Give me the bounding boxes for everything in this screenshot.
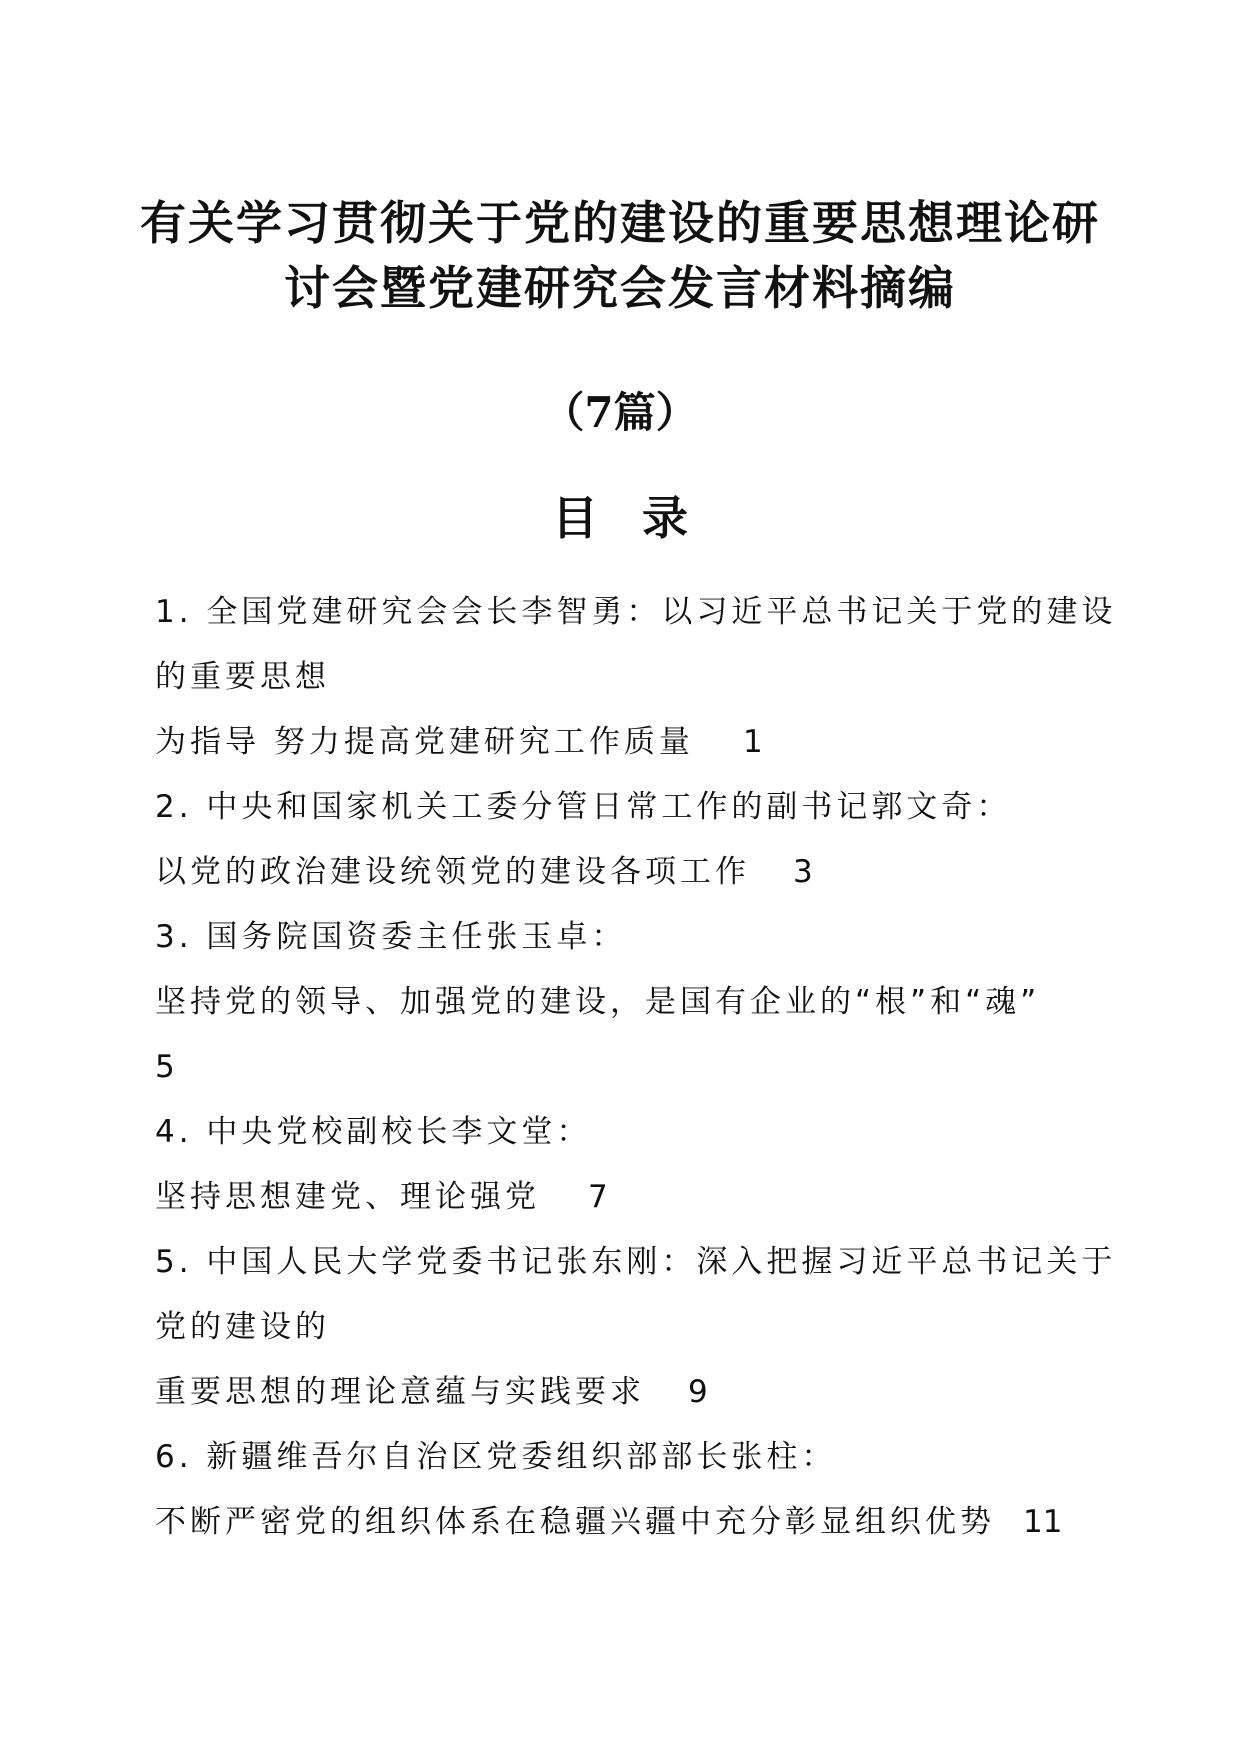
- toc-entry-1-line-1[interactable]: 1. 全国党建研究会会长李智勇：以习近平总书记关于党的建设: [155, 594, 1117, 630]
- toc-heading: 目录: [552, 491, 732, 545]
- toc-entry-2-line-2[interactable]: [155, 846, 1100, 898]
- toc-entry-4-text: 坚持思想建党、理论强党: [155, 1179, 540, 1215]
- toc-entry-3-line-2[interactable]: 坚持党的领导、加强党的建设，是国有企业的“根”和“魂”: [155, 984, 1041, 1020]
- toc-entry-1-line-2[interactable]: 的重要思想: [155, 659, 330, 695]
- toc-entry-4-line-1[interactable]: 4. 中央党校副校长李文堂：: [155, 1114, 592, 1150]
- toc-entry-1-page-number: 1: [743, 724, 763, 760]
- toc-entry-2-line-1[interactable]: 2. 中央和国家机关工委分管日常工作的副书记郭文奇：: [155, 789, 1012, 825]
- toc-entry-3-line-3[interactable]: [155, 1041, 1100, 1093]
- article-count: （7篇）: [542, 388, 698, 437]
- toc-entry-5-line-1[interactable]: 5. 中国人民大学党委书记张东刚：深入把握习近平总书记关于: [155, 1244, 1117, 1280]
- toc-entry-1-text: 为指导 努力提高党建研究工作质量: [155, 724, 694, 760]
- toc-entry-5-line-2[interactable]: 党的建设的: [155, 1309, 330, 1345]
- toc-entry-6-text: 不断严密党的组织体系在稳疆兴疆中充分彰显组织优势: [155, 1504, 995, 1540]
- toc-entry-2-text: 以党的政治建设统领党的建设各项工作: [155, 854, 750, 890]
- toc-entry-4-page-number: 7: [588, 1179, 608, 1215]
- toc-entry-6-line-1[interactable]: 6. 新疆维吾尔自治区党委组织部部长张柱：: [155, 1439, 837, 1475]
- toc-entry-5-line-3[interactable]: [155, 1366, 1100, 1418]
- toc-entry-6-page-number: 11: [1023, 1504, 1063, 1540]
- document-title-line-1: 有关学习贯彻关于党的建设的重要思想理论研: [140, 196, 1100, 250]
- toc-entry-5-text: 重要思想的理论意蕴与实践要求: [155, 1374, 645, 1410]
- toc-entry-3-line-1[interactable]: 3. 国务院国资委主任张玉卓：: [155, 919, 627, 955]
- toc-entry-1-line-3[interactable]: [155, 716, 1100, 768]
- toc-entry-4-line-2[interactable]: [155, 1171, 1100, 1223]
- toc-entry-3-page-number: 5: [155, 1049, 175, 1085]
- toc-entry-5-page-number: 9: [688, 1374, 708, 1410]
- toc-entry-2-page-number: 3: [793, 854, 813, 890]
- toc-entry-6-line-2[interactable]: [155, 1496, 1100, 1548]
- document-title-line-2: 讨会暨党建研究会发言材料摘编: [284, 261, 956, 315]
